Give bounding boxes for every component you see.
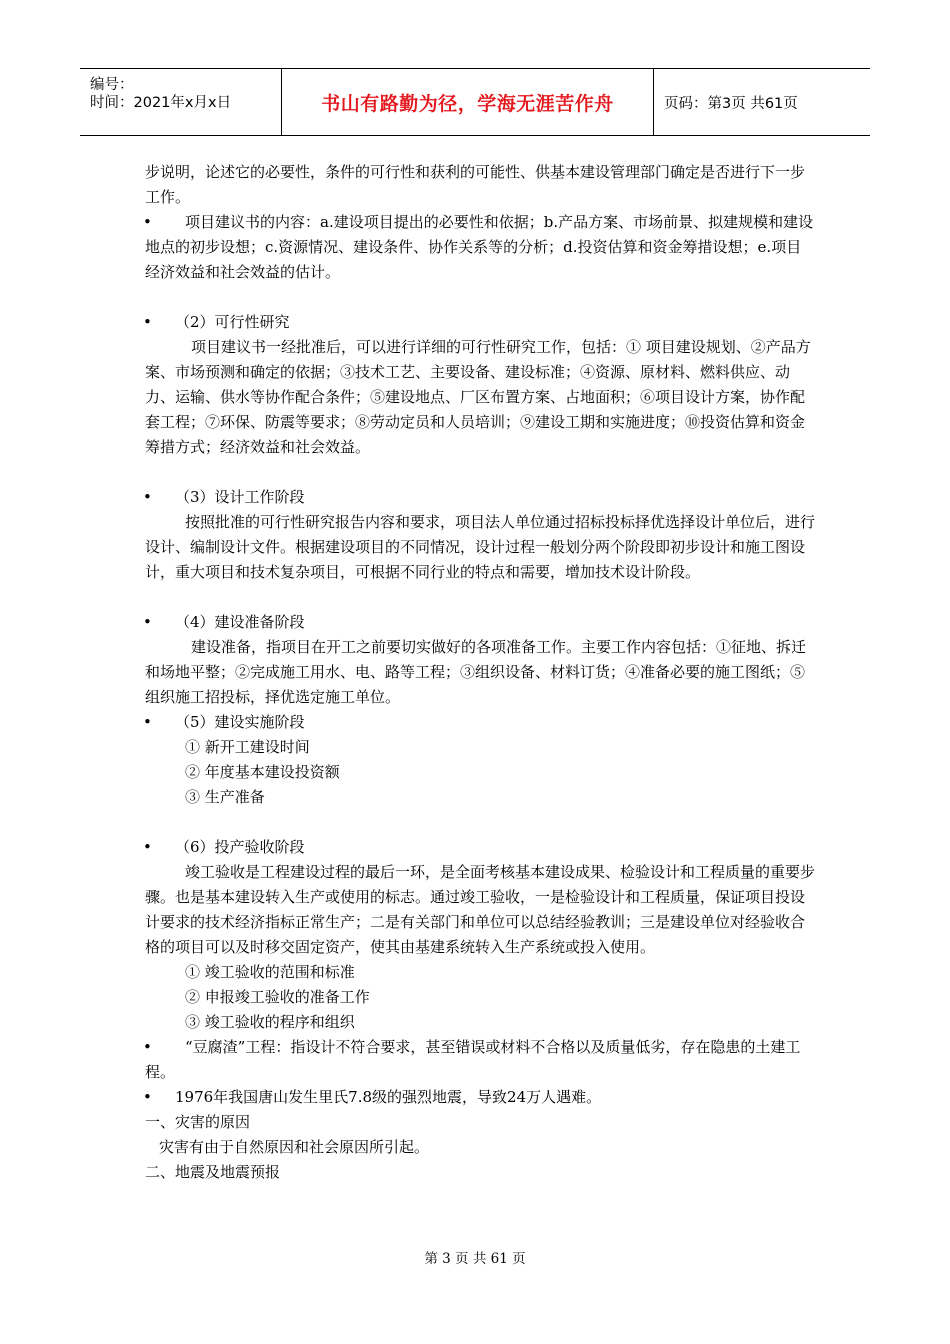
bullet-icon: • (143, 1038, 152, 1056)
list-item: ③ 竣工验收的程序和组织 (185, 1013, 355, 1031)
header-info-cell (80, 69, 282, 135)
paragraph-text: “豆腐渣”工程：指设计不符合要求，甚至错误或材料不合格以及质量低劣，存在隐患的土建工程。 (145, 1038, 801, 1081)
bullet-paragraph (145, 210, 815, 285)
paragraph: 建设准备，指项目在开工之前要切实做好的各项准备工作。主要工作内容包括：①征地、拆迁和场地平整；②完成施工用水、电、路等工程；③组织设备、材料订货；④准备必要的施工图纸；⑤组织施工招投标，择优选定施工单位。 (145, 638, 807, 706)
page-header (80, 68, 870, 136)
heading-text: （5）建设实施阶段 (175, 713, 305, 731)
paragraph-text: 1976年我国唐山发生里氏7.8级的强烈地震，导致24万人遇难。 (175, 1088, 602, 1106)
section-heading (145, 610, 815, 635)
list-item: ② 年度基本建设投资额 (185, 763, 340, 781)
paragraph: 竣工验收是工程建设过程的最后一环，是全面考核基本建设成果、检验设计和工程质量的重要步骤。也是基本建设转入生产或使用的标志。通过竣工验收，一是检验设计和工程质量，保证项目投设计要求的技术经济指标正常生产；二是有关部门和单位可以总结经验教训；三是建设单位对经验收合格的项目可以及时移交固定资产，使其由基建系统转入生产系统或投入使用。 (145, 863, 816, 956)
paragraph: 项目建议书一经批准后，可以进行详细的可行性研究工作，包括：① 项目建设规划、②产品方案、市场预测和确定的依据；③技术工艺、主要设备、建设标准；④资源、原材料、燃料供应、动力、运输、供水等协作配合条件；⑤建设地点、厂区布置方案、占地面积；⑥项目设计方案，协作配套工程；⑦环保、防震等要求；⑧劳动定员和人员培训；⑨建设工期和实施进度；⑩投资估算和资金筹措方式；经济效益和社会效益。 (145, 338, 811, 456)
bullet-icon: • (143, 1088, 152, 1106)
bullet-icon: • (143, 838, 152, 856)
heading-text: （4）建设准备阶段 (175, 613, 305, 631)
subsection-heading: 二、地震及地震预报 (145, 1163, 281, 1181)
subsection-heading: 一、灾害的原因 (145, 1113, 251, 1131)
paragraph: 灾害有由于自然原因和社会原因所引起。 (159, 1138, 430, 1156)
section-heading (145, 835, 815, 860)
page-footer: 第 3 页 共 61 页 (424, 1251, 526, 1267)
bullet-icon: • (143, 488, 152, 506)
bullet-icon: • (143, 613, 152, 631)
section-heading (145, 710, 815, 735)
motto-text: 书山有路勤为径，学海无涯苦作舟 (321, 92, 614, 115)
document-body (145, 160, 815, 1185)
bullet-icon: • (143, 713, 152, 731)
heading-text: （3）设计工作阶段 (175, 488, 305, 506)
list-item: ① 新开工建设时间 (185, 738, 310, 756)
bullet-paragraph (145, 1035, 815, 1085)
header-page-info: 页码：第3页 共61页 (664, 95, 798, 112)
document-date: 时间：2021年x月x日 (90, 95, 232, 111)
paragraph-text: 项目建议书的内容：a.建设项目提出的必要性和依据；b.产品方案、市场前景、拟建规模和建设地点的初步设想；c.资源情况、建设条件、协作关系等的分析；d.投资估算和资金筹措设想；e.项目经济效益和社会效益的估计。 (145, 213, 814, 281)
heading-text: （6）投产验收阶段 (175, 838, 305, 856)
bullet-paragraph (145, 1085, 815, 1110)
document-code-label: 编号： (90, 77, 134, 93)
section-heading (145, 310, 815, 335)
header-motto-cell (282, 69, 654, 135)
paragraph: 步说明，论述它的必要性，条件的可行性和获利的可能性、供基本建设管理部门确定是否进行下一步工作。 (145, 163, 806, 206)
section-heading (145, 485, 815, 510)
paragraph: 按照批准的可行性研究报告内容和要求，项目法人单位通过招标投标择优选择设计单位后，进行设计、编制设计文件。根据建设项目的不同情况，设计过程一般划分两个阶段即初步设计和施工图设计，重大项目和技术复杂项目，可根据不同行业的特点和需要，增加技术设计阶段。 (145, 513, 816, 581)
heading-text: （2）可行性研究 (175, 313, 290, 331)
list-item: ② 申报竣工验收的准备工作 (185, 988, 370, 1006)
bullet-icon: • (143, 213, 152, 231)
bullet-icon: • (143, 313, 152, 331)
list-item: ③ 生产准备 (185, 788, 265, 806)
list-item: ① 竣工验收的范围和标准 (185, 963, 355, 981)
